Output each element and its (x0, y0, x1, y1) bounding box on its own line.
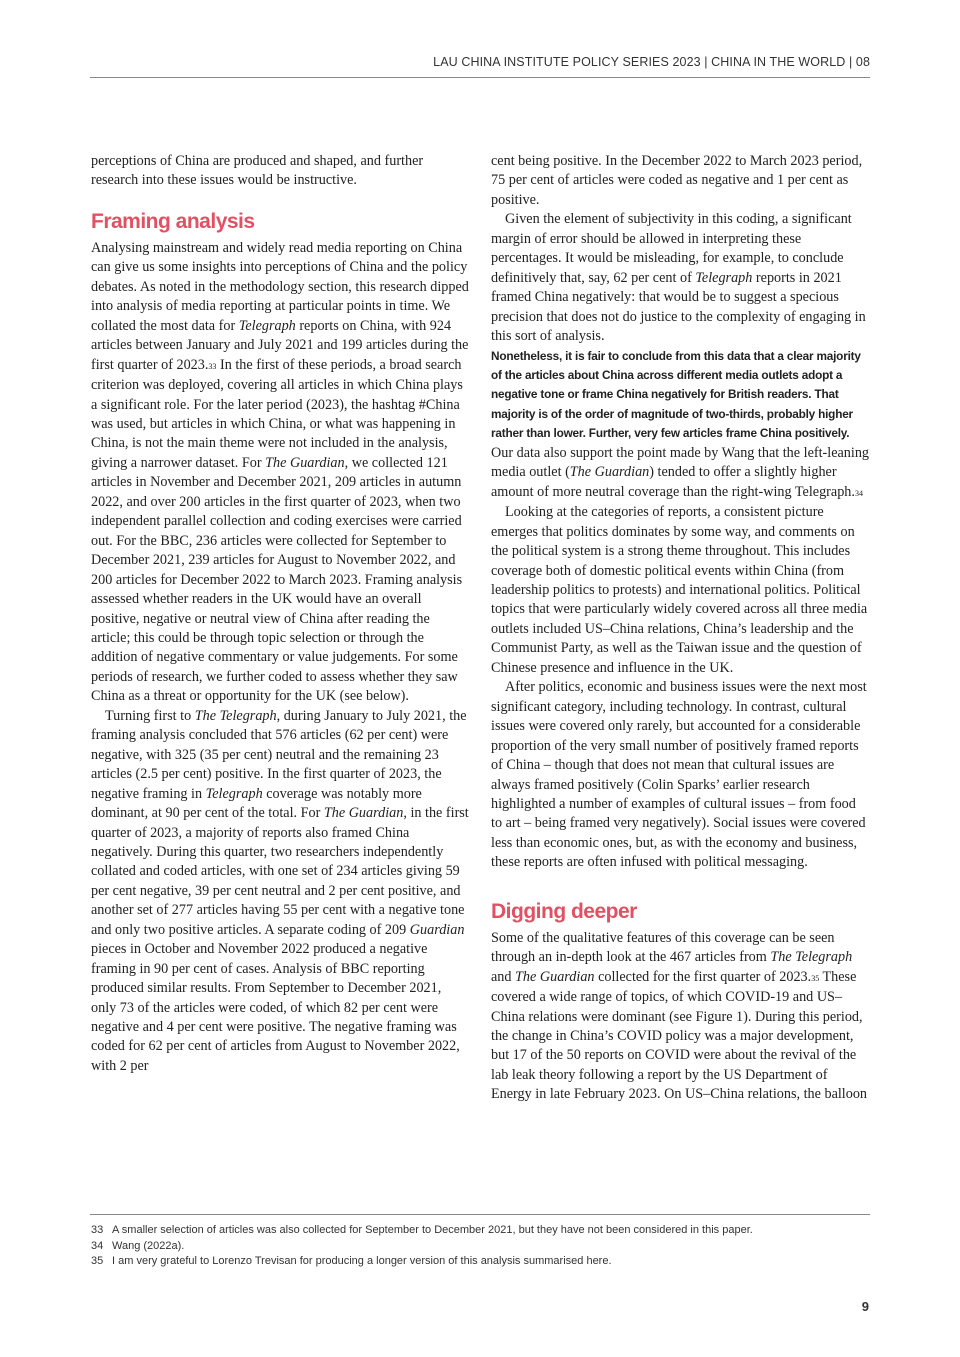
page-number: 9 (861, 1299, 869, 1314)
paragraph-conclusion: Nonetheless, it is fair to conclude from this data that a clear majority of the articles about China across different media outlets adopt a negative tone or frame China negatively for British readers. That majority is of the order of magnitude of two-thirds, probably higher rather than lower. Further, very few articles frame China positively. Our data also support the point made by Wang that the left-leaning media outlet (The Guardian) tended to offer a slightly higher amount of more neutral coverage than the right-wing Telegraph.34 (491, 348, 870, 500)
paragraph-digging-deeper: Some of the qualitative features of this coverage can be seen through an in-depth look at the 467 articles from The Telegraph and The Guardian collected for the first quarter of 2023.35 These covered a wide range of topics, of which COVID-19 and US–China relations were dominant (see Figure 1). During this period, the change in China’s COVID policy was a major development, but 17 of the 50 reports on COVID were about the revival of the lab leak theory following a report by the US Department of Energy in late February 2023. On US–China relations, the balloon (491, 929, 868, 1103)
footnote-35: 35 I am very grateful to Lorenzo Trevisan for producing a longer version of this analysis summarised here. (91, 1255, 612, 1267)
footnote-ref-33[interactable]: 33 (208, 361, 217, 371)
heading-framing-analysis: Framing analysis (91, 209, 255, 233)
paragraph-continuation-right: cent being positive. In the December 2022 to March 2023 period, 75 per cent of articles were coded as negative and 1 per cent as positive. (491, 153, 863, 208)
footnote-ref-34[interactable]: 34 (854, 488, 863, 498)
heading-digging-deeper: Digging deeper (491, 899, 637, 923)
header-divider (90, 77, 870, 78)
paragraph-economics: After politics, economic and business issues were the next most significant category, including technology. In contrast, cultural issues were covered only rarely, but accounted for a considerable proportion of the very small number of positively framed reports of China – though that does not mean that cultural issues are always framed positively (Colin Sparks’ earlier research highlighted a number of examples of cultural issues – from food to art – being framed very negatively). Social issues were covered less than economic ones, but, as with the economy and business, these reports are often infused with political messaging. (491, 679, 867, 871)
footnotes (91, 1223, 753, 1270)
paragraph-framing-intro: Analysing mainstream and widely read media reporting on China can give us some insights into perceptions of China and the policy debates. As noted in the methodology section, this research dipped into analysis of media reporting at particular points in time. We collated the most data for Telegraph reports on China, with 924 articles between January and July 2021 and 199 articles during the first quarter of 2023.33 In the first of these periods, a broad search criterion was deployed, covering all articles in which China plays a significant role. For the later period (2023), the hashtag #China was used, but articles in which China, or what was happening in China, is not the main theme were not included in the analysis, giving a narrower dataset. For The Guardian, we collected 121 articles in November and December 2021, 209 articles in autumn 2022, and over 200 articles in the first quarter of 2023, when two independent parallel collection and coding exercises were carried out. For the BBC, 236 articles were collected for September to December 2021, 239 articles for August to November 2022, and 200 articles for December 2022 to March 2023. Framing analysis assessed whether readers in the UK would have an overall positive, negative or neutral view of China after reading the article; this could be through topic selection or through the addition of negative commentary or value judgements. For some periods of research, we further coded to assess whether they saw China as a threat or opportunity for the UK (see below). (91, 239, 469, 705)
paragraph-subjectivity: Given the element of subjectivity in this coding, a significant margin of error should be allowed in interpreting these percentages. It would be misleading, for example, to conclude definitively that, say, 62 per cent of Telegraph reports in 2021 framed China negatively: that would be to suggest a specious precision that does not do justice to the complexity of engaging in this sort of analysis. (491, 211, 866, 345)
key-finding: Nonetheless, it is fair to conclude from this data that a clear majority of the articles about China across different media outlets adopt a negative tone or frame China negatively for British readers. That majority is of the order of magnitude of two-thirds, probably higher rather than lower. Further, very few articles frame China positively. (491, 348, 861, 441)
paragraph-categories: Looking at the categories of reports, a consistent picture emerges that politics dominates by some way, and comments on the political system is a strong theme throughout. This includes coverage both of domestic political events within China (from leadership politics to protests) and international politics. Political topics that were particularly widely covered across all three media outlets included US–China relations, China’s leadership and the Communist Party, as well as the Taiwan issue and the question of Chinese presence and influence in the UK. (491, 504, 868, 676)
footnote-divider (90, 1214, 870, 1215)
paragraph-telegraph-results: Turning first to The Telegraph, during January to July 2021, the framing analysis concluded that 576 articles (62 per cent) were negative, with 325 (35 per cent) neutral and the remaining 23 articles (2.5 per cent) positive. In the first quarter of 2023, the negative framing in Telegraph coverage was notably more dominant, at 90 per cent of the total. For The Guardian, in the first quarter of 2023, a majority of reports also framed China negatively. During this quarter, two researchers independently collated and coded articles, with one set of 234 articles giving 59 per cent negative, 39 per cent neutral and 2 per cent positive, and another set of 277 articles having 55 per cent with a negative tone and only two positive articles. A separate coding of 209 Guardian pieces in October and November 2022 produced a negative framing in 90 per cent of cases. Analysis of BBC reporting produced similar results. From September to December 2021, only 73 of the articles were coded, of which 82 per cent were negative and 4 per cent were positive. The negative framing was coded for 62 per cent of articles from August to November 2022, with 2 per (91, 707, 469, 1074)
footnote-33: 33 A smaller selection of articles was also collected for September to December 2021, but they have not been considered in this paper. (91, 1224, 753, 1236)
footnote-34: 34 Wang (2022a). (91, 1239, 185, 1252)
paragraph-continuation: perceptions of China are produced and shaped, and further research into these issues would be instructive. (91, 153, 424, 189)
right-column (491, 152, 869, 1105)
footnote-ref-35[interactable]: 35 (811, 973, 820, 983)
running-header: LAU CHINA INSTITUTE POLICY SERIES 2023 | CHINA IN THE WORLD | 08 (433, 55, 870, 69)
left-column (91, 152, 469, 1076)
